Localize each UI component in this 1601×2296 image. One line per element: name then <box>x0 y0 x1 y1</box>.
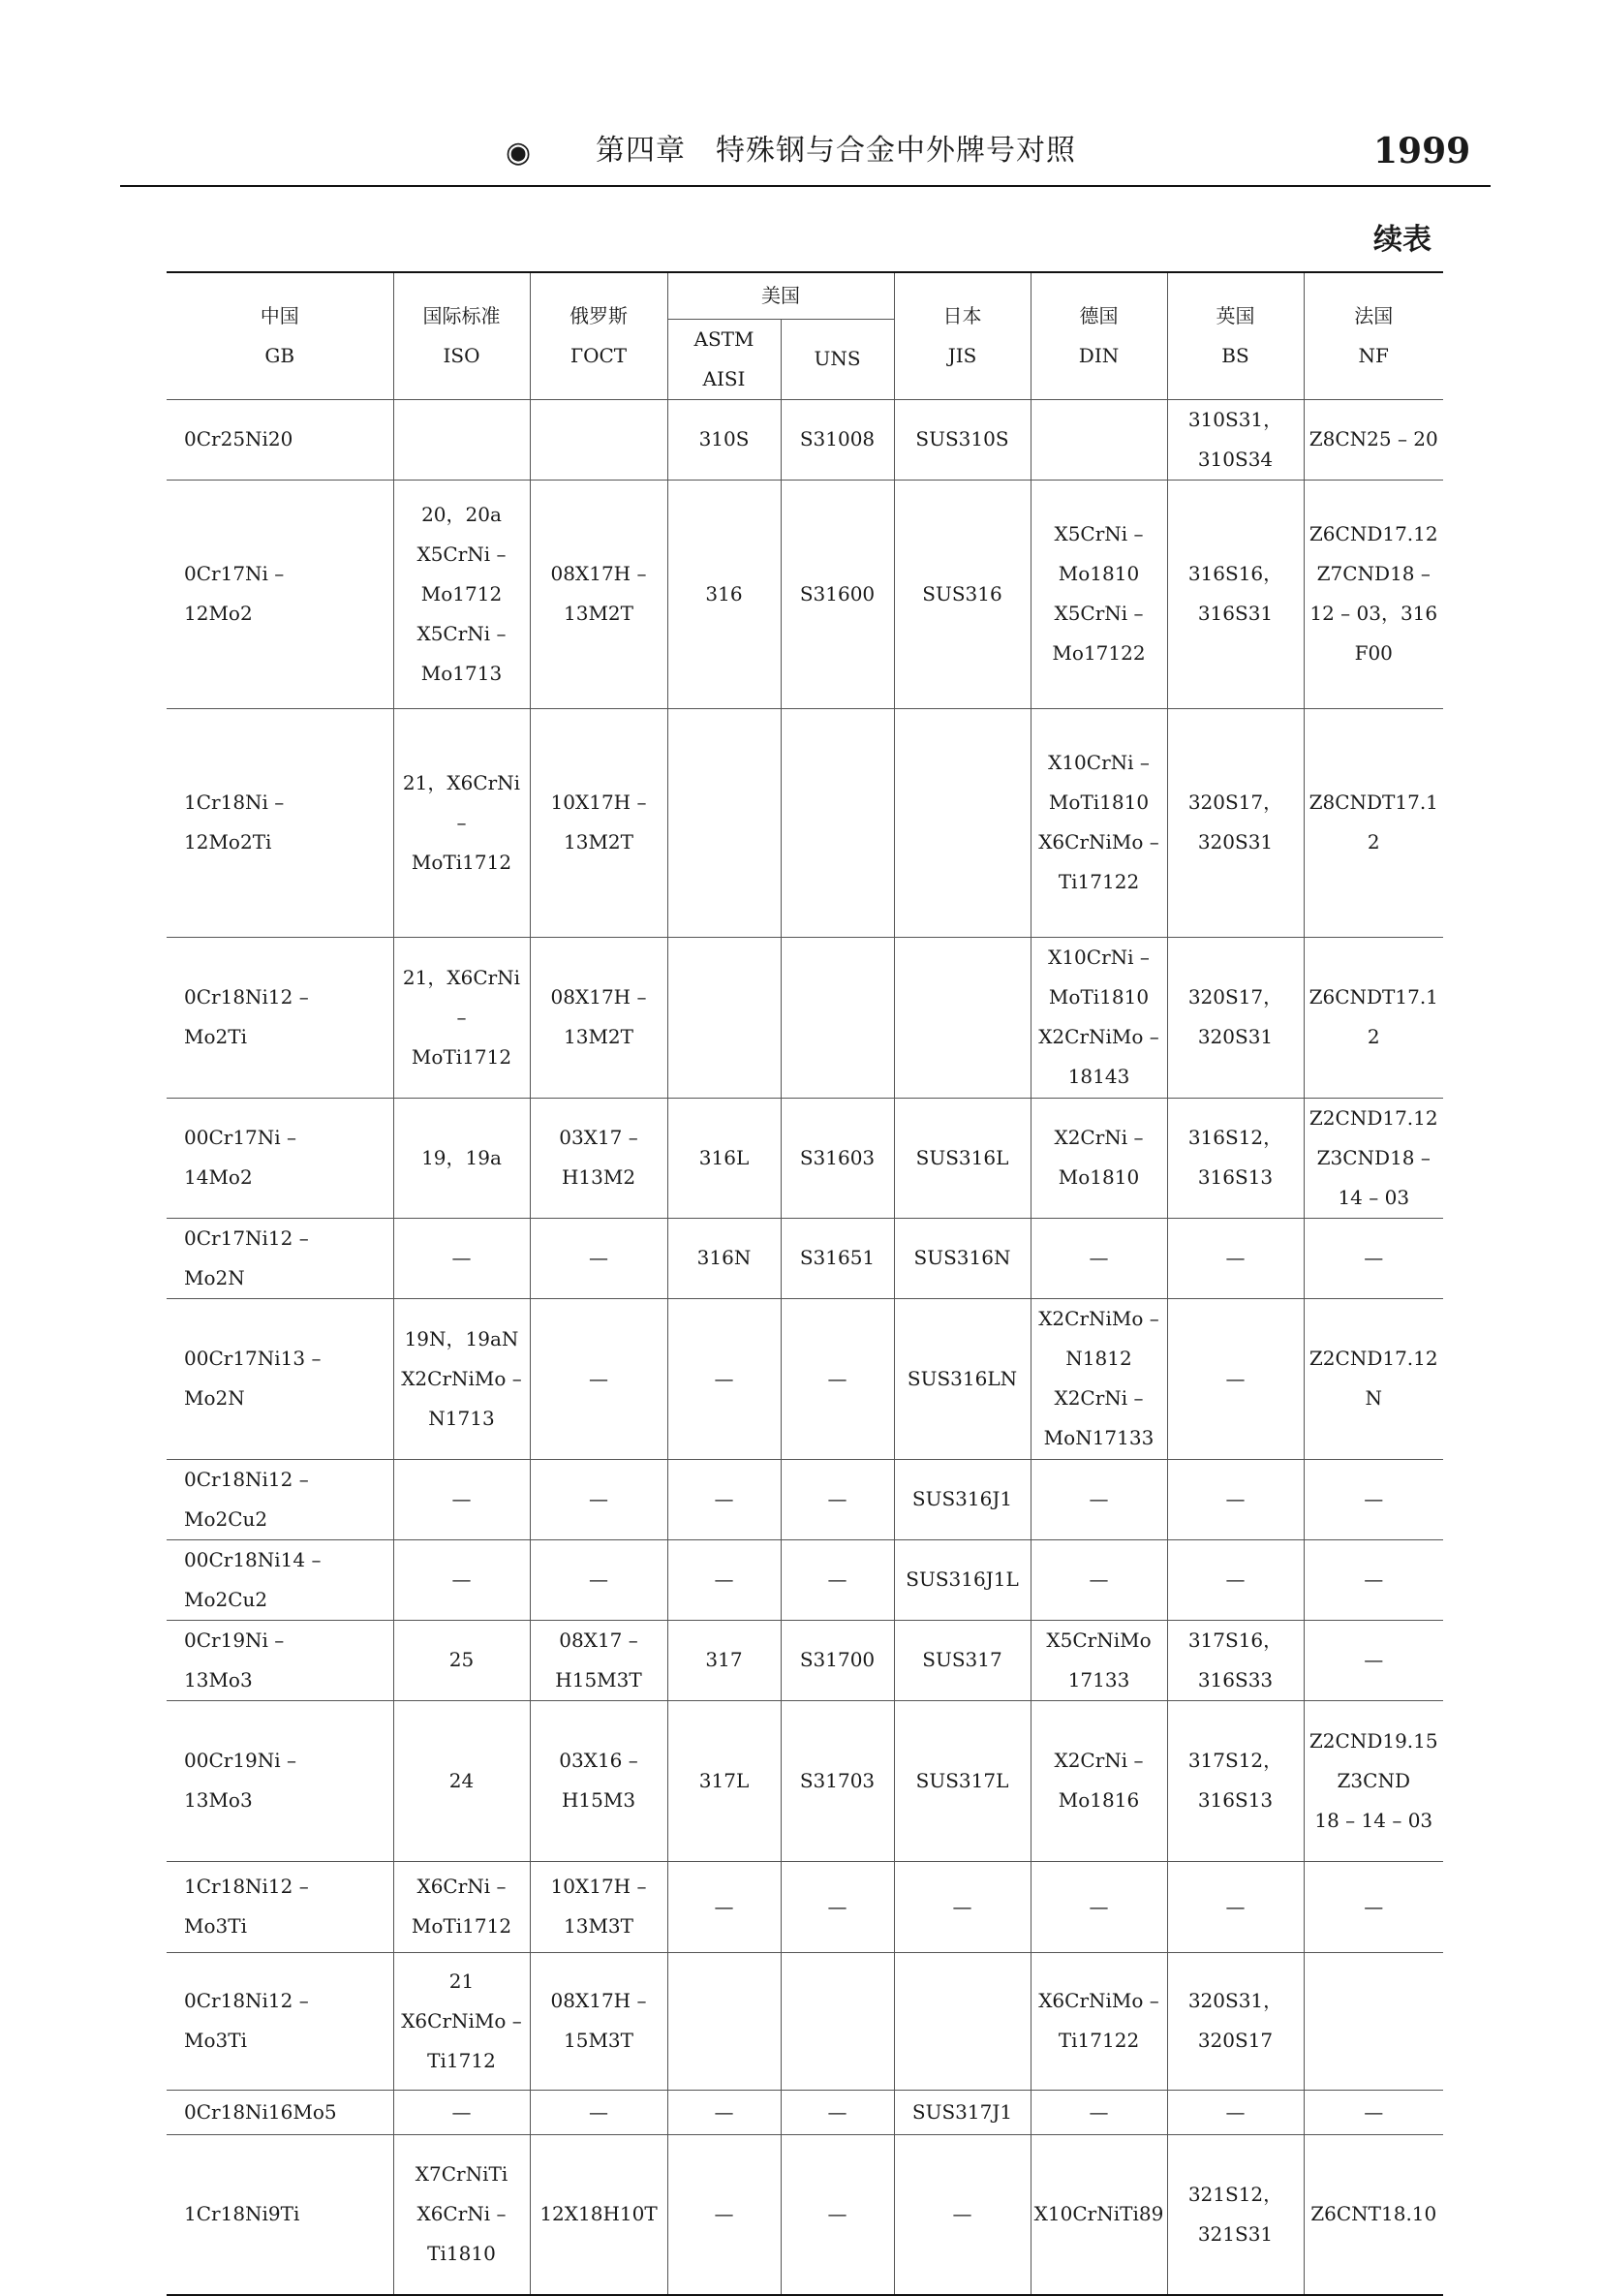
grade-cell <box>894 937 1031 1098</box>
grade-cell: 320S31， 320S17 <box>1167 1952 1304 2090</box>
grade-cell: — <box>1304 1861 1443 1952</box>
grade-cell: SUS317 <box>894 1620 1031 1700</box>
column-header-japan: 日本 JIS <box>894 272 1031 399</box>
grade-cell: 320S17， 320S31 <box>1167 937 1304 1098</box>
grade-cell: 21 X6CrNiMo – Ti1712 <box>393 1952 530 2090</box>
grade-cell <box>781 937 894 1098</box>
grade-cell: X2CrNi – Mo1816 <box>1031 1700 1167 1861</box>
grade-cell: X6CrNiMo – Ti17122 <box>1031 1952 1167 2090</box>
column-header-usa: 美国 <box>667 272 894 319</box>
grade-cell: — <box>530 1459 667 1539</box>
grade-cell <box>667 708 781 937</box>
column-header-china: 中国 GB <box>167 272 393 399</box>
grade-cell-china: 0Cr18Ni16Mo5 <box>167 2090 393 2134</box>
grade-cell-china: 0Cr18Ni12 – Mo3Ti <box>167 1952 393 2090</box>
grade-cell: — <box>1167 1539 1304 1620</box>
grade-cell: 320S17， 320S31 <box>1167 708 1304 937</box>
grade-cell-china: 00Cr17Ni13 – Mo2N <box>167 1298 393 1459</box>
grade-cell: 20，20a X5CrNi – Mo1712 X5CrNi – Mo1713 <box>393 480 530 708</box>
grade-cell: — <box>1167 2090 1304 2134</box>
grade-cell: 316 <box>667 480 781 708</box>
grade-cell: Z2CND17.12N <box>1304 1298 1443 1459</box>
grade-cell: — <box>1031 1218 1167 1298</box>
grade-cell: SUS316N <box>894 1218 1031 1298</box>
grade-cell: — <box>393 1459 530 1539</box>
grade-cell: — <box>1031 1861 1167 1952</box>
table-row <box>167 1098 1443 1218</box>
grade-cell <box>1304 1952 1443 2090</box>
grade-cell: X5CrNi – Mo1810 X5CrNi – Mo17122 <box>1031 480 1167 708</box>
chapter-title: 第四章 特殊钢与合金中外牌号对照 <box>596 134 1076 168</box>
grade-cell: — <box>1167 1459 1304 1539</box>
grade-cell: 24 <box>393 1700 530 1861</box>
grade-cell: SUS316J1 <box>894 1459 1031 1539</box>
grade-cell: — <box>1031 1459 1167 1539</box>
grade-cell: — <box>1304 1539 1443 1620</box>
grade-cell: 21，X6CrNi – MoTi1712 <box>393 937 530 1098</box>
grade-cell: X10CrNi – MoTi1810 X6CrNiMo – Ti17122 <box>1031 708 1167 937</box>
grade-cell: — <box>1304 1459 1443 1539</box>
grade-cell: — <box>1167 1298 1304 1459</box>
grade-cell <box>1031 399 1167 480</box>
grade-cell: — <box>393 1539 530 1620</box>
grade-cell: 19N，19aN X2CrNiMo – N1713 <box>393 1298 530 1459</box>
grade-cell: S31703 <box>781 1700 894 1861</box>
grade-cell: 03X16 – H15M3 <box>530 1700 667 1861</box>
grade-cell-china: 0Cr17Ni – 12Mo2 <box>167 480 393 708</box>
grade-cell <box>393 399 530 480</box>
grade-cell: — <box>1304 2090 1443 2134</box>
grade-cell: 10X17H – 13M2T <box>530 708 667 937</box>
grade-cell: 19，19a <box>393 1098 530 1218</box>
table-row <box>167 937 1443 1098</box>
table-row <box>167 480 1443 708</box>
grade-cell: — <box>1304 1218 1443 1298</box>
grade-cell: 310S <box>667 399 781 480</box>
grade-cell-china: 0Cr19Ni – 13Mo3 <box>167 1620 393 1700</box>
column-header-uns: UNS <box>781 319 894 399</box>
table-row <box>167 1620 1443 1700</box>
grade-cell: — <box>667 1539 781 1620</box>
grade-cell: S31008 <box>781 399 894 480</box>
table-row <box>167 708 1443 937</box>
grade-cell: SUS316J1L <box>894 1539 1031 1620</box>
grade-cell: SUS316 <box>894 480 1031 708</box>
grade-cell: 08X17H – 13M2T <box>530 937 667 1098</box>
grade-cell: SUS317L <box>894 1700 1031 1861</box>
column-header-france: 法国 NF <box>1304 272 1443 399</box>
grade-cell: 316L <box>667 1098 781 1218</box>
table-row <box>167 1218 1443 1298</box>
grade-cell: — <box>781 2134 894 2295</box>
grade-cell: — <box>393 1218 530 1298</box>
continued-label: 续表 <box>1373 223 1432 257</box>
table-row <box>167 1861 1443 1952</box>
grade-cell: SUS310S <box>894 399 1031 480</box>
grade-cell: X10CrNi – MoTi1810 X2CrNiMo – 18143 <box>1031 937 1167 1098</box>
chapter-bullet-icon: ◉ <box>506 136 532 170</box>
grade-cell: 317S12， 316S13 <box>1167 1700 1304 1861</box>
grade-cell: — <box>781 2090 894 2134</box>
grade-cell: — <box>667 1459 781 1539</box>
grade-cell: Z6CND17.12 Z7CND18 – 12 – 03，316F00 <box>1304 480 1443 708</box>
grade-cell <box>894 708 1031 937</box>
grade-cell-china: 0Cr17Ni12 – Mo2N <box>167 1218 393 1298</box>
grade-cell: X10CrNiTi89 <box>1031 2134 1167 2295</box>
grade-cell-china: 1Cr18Ni9Ti <box>167 2134 393 2295</box>
column-header-russia: 俄罗斯 ГОСТ <box>530 272 667 399</box>
column-header-germany: 德国 DIN <box>1031 272 1167 399</box>
table-row <box>167 1700 1443 1861</box>
grade-cell: S31651 <box>781 1218 894 1298</box>
grade-cell: 317L <box>667 1700 781 1861</box>
grade-cell-china: 0Cr18Ni12 – Mo2Ti <box>167 937 393 1098</box>
grade-cell: Z6CNT18.10 <box>1304 2134 1443 2295</box>
grade-cell: S31603 <box>781 1098 894 1218</box>
grade-cell: 08X17 – H15M3T <box>530 1620 667 1700</box>
column-header-astm-aisi: ASTM AISI <box>667 319 781 399</box>
grade-cell: Z6CNDT17.12 <box>1304 937 1443 1098</box>
grade-cell-china: 0Cr25Ni20 <box>167 399 393 480</box>
grade-cell-china: 00Cr18Ni14 – Mo2Cu2 <box>167 1539 393 1620</box>
grade-cell: — <box>530 1218 667 1298</box>
grade-cell: — <box>530 1298 667 1459</box>
table-row <box>167 1539 1443 1620</box>
grade-cell: Z8CN25 – 20 <box>1304 399 1443 480</box>
grade-cell: 310S31， 310S34 <box>1167 399 1304 480</box>
table-row <box>167 1952 1443 2090</box>
grade-cell: — <box>393 2090 530 2134</box>
grade-cell: — <box>894 2134 1031 2295</box>
grade-cell: SUS316L <box>894 1098 1031 1218</box>
grade-cell <box>781 708 894 937</box>
grade-cell: 316S12， 316S13 <box>1167 1098 1304 1218</box>
grade-cell-china: 00Cr17Ni – 14Mo2 <box>167 1098 393 1218</box>
grade-cell: — <box>1167 1861 1304 1952</box>
grade-cell: X7CrNiTi X6CrNi – Ti1810 <box>393 2134 530 2295</box>
grade-cell: 321S12， 321S31 <box>1167 2134 1304 2295</box>
grade-cell: — <box>781 1459 894 1539</box>
grade-cell <box>667 937 781 1098</box>
grade-cell-china: 0Cr18Ni12 – Mo2Cu2 <box>167 1459 393 1539</box>
grade-cell: SUS316LN <box>894 1298 1031 1459</box>
page-header <box>0 0 1601 257</box>
grade-cell: — <box>1031 1539 1167 1620</box>
grade-cell: SUS317J1 <box>894 2090 1031 2134</box>
grade-cell: 21，X6CrNi – MoTi1712 <box>393 708 530 937</box>
column-header-uk: 英国 BS <box>1167 272 1304 399</box>
page-number: 1999 <box>1373 131 1471 171</box>
steel-grade-comparison-table <box>167 271 1443 2296</box>
grade-cell: — <box>667 1861 781 1952</box>
grade-cell: Z8CNDT17.12 <box>1304 708 1443 937</box>
grade-cell: 316S16， 316S31 <box>1167 480 1304 708</box>
grade-cell <box>894 1952 1031 2090</box>
grade-cell: 25 <box>393 1620 530 1700</box>
grade-cell: — <box>530 2090 667 2134</box>
grade-cell: — <box>1031 2090 1167 2134</box>
grade-cell: 12X18H10T <box>530 2134 667 2295</box>
grade-cell: — <box>1304 1620 1443 1700</box>
grade-cell-china: 1Cr18Ni12 – Mo3Ti <box>167 1861 393 1952</box>
grade-cell: — <box>667 2134 781 2295</box>
grade-cell: S31600 <box>781 480 894 708</box>
header-rule <box>120 185 1491 187</box>
grade-cell: — <box>667 2090 781 2134</box>
grade-cell-china: 1Cr18Ni – 12Mo2Ti <box>167 708 393 937</box>
grade-cell: 317S16， 316S33 <box>1167 1620 1304 1700</box>
table-row <box>167 2090 1443 2134</box>
grade-cell: — <box>894 1861 1031 1952</box>
grade-cell: — <box>781 1539 894 1620</box>
grade-cell: 08X17H – 13M2T <box>530 480 667 708</box>
table-row <box>167 1459 1443 1539</box>
grade-cell: 10X17H – 13M3T <box>530 1861 667 1952</box>
column-header-iso: 国际标准 ISO <box>393 272 530 399</box>
grade-cell <box>667 1952 781 2090</box>
grade-cell: X2CrNi – Mo1810 <box>1031 1098 1167 1218</box>
grade-cell: 317 <box>667 1620 781 1700</box>
grade-cell: — <box>530 1539 667 1620</box>
grade-cell <box>781 1952 894 2090</box>
grade-cell <box>530 399 667 480</box>
table-body <box>167 399 1443 2295</box>
grade-cell: X2CrNiMo – N1812 X2CrNi – MoN17133 <box>1031 1298 1167 1459</box>
grade-cell: 03X17 – H13M2 <box>530 1098 667 1218</box>
table-row <box>167 399 1443 480</box>
grade-cell: Z2CND19.15 Z3CND 18 – 14 – 03 <box>1304 1700 1443 1861</box>
table-row <box>167 2134 1443 2295</box>
grade-cell: S31700 <box>781 1620 894 1700</box>
grade-cell: 08X17H – 15M3T <box>530 1952 667 2090</box>
grade-cell: 316N <box>667 1218 781 1298</box>
table-row <box>167 1298 1443 1459</box>
grade-cell: X5CrNiMo 17133 <box>1031 1620 1167 1700</box>
grade-cell-china: 00Cr19Ni – 13Mo3 <box>167 1700 393 1861</box>
grade-cell: — <box>1167 1218 1304 1298</box>
grade-cell: X6CrNi – MoTi1712 <box>393 1861 530 1952</box>
grade-cell: — <box>667 1298 781 1459</box>
grade-cell: Z2CND17.12 Z3CND18 – 14 – 03 <box>1304 1098 1443 1218</box>
grade-cell: — <box>781 1861 894 1952</box>
grade-cell: — <box>781 1298 894 1459</box>
